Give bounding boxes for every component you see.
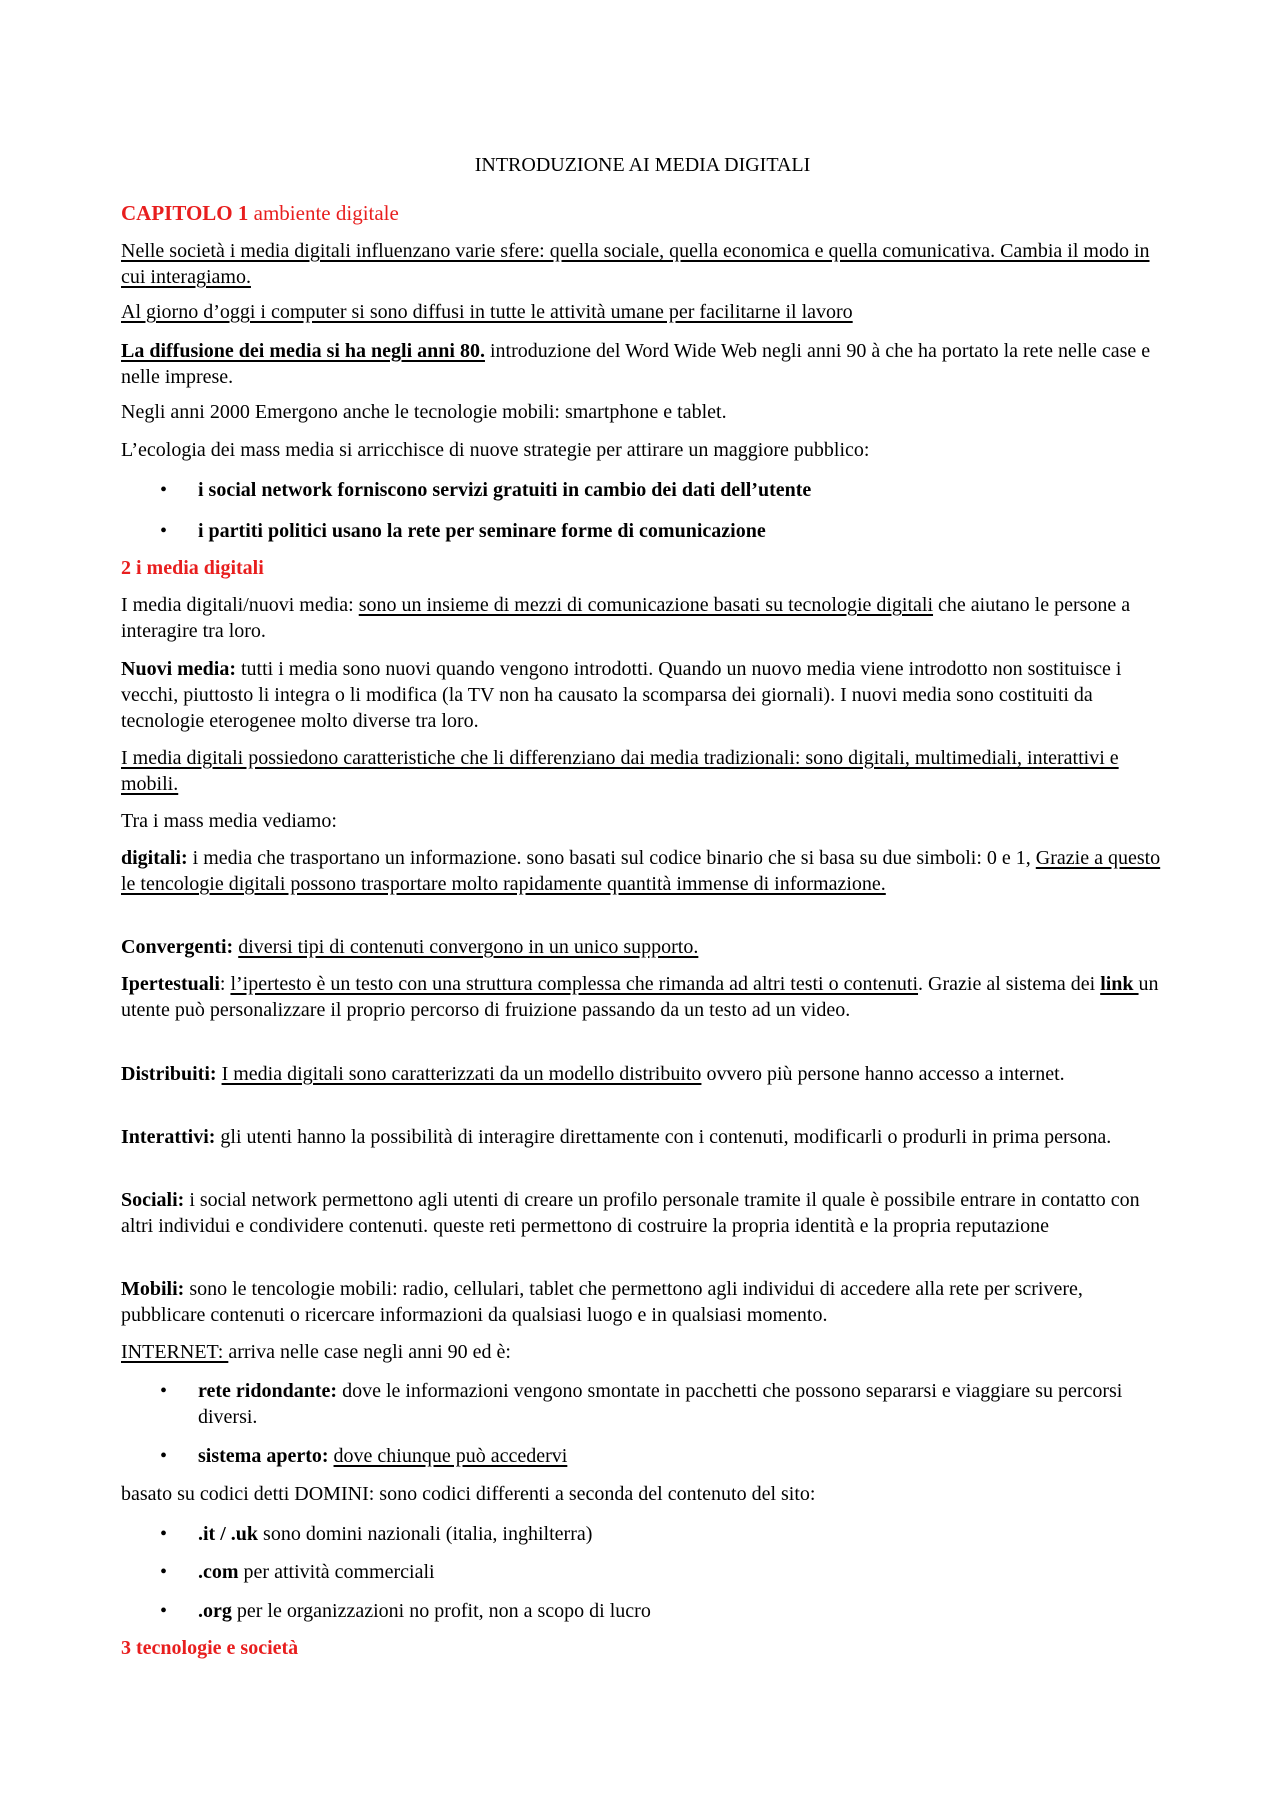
bullet-text bbox=[198, 1521, 1128, 1547]
text-span: arriva nelle case negli anni 90 ed è: bbox=[228, 1341, 511, 1363]
link-term: link bbox=[1100, 973, 1139, 995]
text-span: un utente può personalizzare il proprio percorso di fruizione passando da un testo ad un video. bbox=[121, 973, 1159, 1021]
paragraph-internet bbox=[121, 1339, 1161, 1365]
underlined-span: dove chiunque può accedervi bbox=[333, 1445, 568, 1467]
paragraph-definizione bbox=[121, 592, 1161, 644]
text-span: ovvero più persone hanno accesso a internet. bbox=[701, 1063, 1065, 1085]
text-span: per le organizzazioni no profit, non a scopo di lucro bbox=[231, 1600, 651, 1622]
text-span: . Grazie al sistema dei bbox=[918, 973, 1101, 995]
bold-diffusione: La diffusione dei media si ha negli anni 80. bbox=[121, 340, 485, 362]
paragraph-sociali bbox=[121, 1187, 1161, 1239]
term-label: rete ridondante: bbox=[198, 1380, 338, 1402]
paragraph-mobili bbox=[121, 1276, 1161, 1328]
term-label: Convergenti: bbox=[121, 936, 234, 958]
bullet-icon: • bbox=[160, 1523, 168, 1545]
paragraph-anni-2000: Negli anni 2000 Emergono anche le tecnologie mobili: smartphone e tablet. bbox=[121, 401, 727, 423]
text-span: i media che trasportano un informazione. sono basati sul codice binario che si basa su due simboli: 0 e 1, bbox=[187, 847, 1036, 869]
bullet-text: i partiti politici usano la rete per seminare forme di comunicazione bbox=[198, 520, 766, 542]
chapter-3-heading: 3 tecnologie e società bbox=[121, 1637, 299, 1659]
paragraph-caratteristiche: I media digitali possiedono caratteristiche che li differenziano dai media tradizionali: sono digitali, multimediali, interattivi e mobili. bbox=[121, 747, 1119, 795]
paragraph-digitali bbox=[121, 845, 1161, 897]
paragraph-distribuiti bbox=[121, 1061, 1161, 1087]
term-label: Nuovi media: bbox=[121, 658, 236, 680]
term-label: Sociali: bbox=[121, 1189, 185, 1211]
term-label: .it / .uk bbox=[198, 1523, 259, 1545]
term-label: Interattivi: bbox=[121, 1126, 216, 1148]
term-label: Distribuiti: bbox=[121, 1063, 217, 1085]
chapter-subtitle: ambiente digitale bbox=[253, 201, 399, 225]
underlined-span: sono un insieme di mezzi di comunicazione basati su tecnologie digitali bbox=[358, 594, 934, 616]
text-span: i social network permettono agli utenti di creare un profilo personale tramite il quale è possibile entrare in contatto con altri individui e condividere contenuti. queste reti permettono di costruire la propria identità e la propria reputazione bbox=[121, 1189, 1140, 1237]
chapter-1-heading bbox=[121, 200, 1161, 226]
paragraph-diffusione bbox=[121, 338, 1161, 390]
bullet-icon: • bbox=[160, 1600, 168, 1622]
paragraph-interattivi bbox=[121, 1124, 1161, 1150]
paragraph-nuovi-media bbox=[121, 656, 1161, 734]
paragraph-ecologia: L’ecologia dei mass media si arricchisce di nuove strategie per attirare un maggiore pubblico: bbox=[121, 439, 870, 461]
bullet-text bbox=[198, 1443, 1128, 1469]
paragraph-tra-mass-media: Tra i mass media vediamo: bbox=[121, 810, 337, 832]
paragraph-convergenti bbox=[121, 934, 1161, 960]
term-label: Mobili: bbox=[121, 1278, 185, 1300]
text-span: sono le tencologie mobili: radio, cellulari, tablet che permettono agli individui di accedere alla rete per scrivere, pubblicare contenuti o ricercare informazioni da qualsiasi luogo e in qualsiasi momento. bbox=[121, 1278, 1083, 1326]
bullet-icon: • bbox=[160, 1380, 168, 1402]
text-diffusione: introduzione del Word Wide Web negli anni 90 à che ha portato la rete nelle case e nelle imprese. bbox=[121, 340, 1151, 388]
page-title: INTRODUZIONE AI MEDIA DIGITALI bbox=[474, 154, 811, 176]
text-span: tutti i media sono nuovi quando vengono introdotti. Quando un nuovo media viene introdotto non sostituisce i vecchi, piuttosto li integra o li modifica (la TV non ha causato la scomparsa dei giornali). I nuovi media sono costituiti da tecnologie eterogenee molto diverse tra loro. bbox=[121, 658, 1122, 732]
underlined-span: Grazie a questo le tencologie digitali possono trasportare molto rapidamente quantità immense di informazione. bbox=[121, 847, 1161, 895]
text-span: che aiutano le persone a interagire tra loro. bbox=[121, 594, 1131, 642]
term-label: .org bbox=[198, 1600, 232, 1622]
term-label: .com bbox=[198, 1561, 239, 1583]
text-span: : bbox=[219, 973, 231, 995]
paragraph-ipertestuali bbox=[121, 971, 1161, 1023]
underlined-span: I media digitali sono caratterizzati da un modello distribuito bbox=[221, 1063, 702, 1085]
underlined-span: l’ipertesto è un testo con una struttura complessa che rimanda ad altri testi o contenuti bbox=[230, 973, 919, 995]
bullet-icon: • bbox=[160, 1561, 168, 1583]
bullet-icon: • bbox=[160, 1445, 168, 1467]
text-span: dove le informazioni vengono smontate in pacchetti che possono separarsi e viaggiare su percorsi diversi. bbox=[198, 1380, 1123, 1428]
term-label: Ipertestuali bbox=[121, 973, 220, 995]
term-label: digitali: bbox=[121, 847, 188, 869]
paragraph-domini: basato su codici detti DOMINI: sono codici differenti a seconda del contenuto del sito: bbox=[121, 1483, 816, 1505]
text-span: sono domini nazionali (italia, inghilterra) bbox=[258, 1523, 593, 1545]
text-span: per attività commerciali bbox=[238, 1561, 435, 1583]
chapter-label: CAPITOLO 1 bbox=[121, 201, 249, 225]
underlined-span: INTERNET: bbox=[121, 1341, 229, 1363]
bullet-icon: • bbox=[160, 479, 168, 501]
underlined-span: diversi tipi di contenuti convergono in un unico supporto. bbox=[238, 936, 699, 958]
bullet-icon: • bbox=[160, 520, 168, 542]
term-label: sistema aperto: bbox=[198, 1445, 329, 1467]
paragraph-computer: Al giorno d’oggi i computer si sono diffusi in tutte le attività umane per facilitarne il lavoro bbox=[121, 301, 853, 323]
bullet-text: i social network forniscono servizi gratuiti in cambio dei dati dell’utente bbox=[198, 479, 812, 501]
bullet-text bbox=[198, 1378, 1128, 1430]
text-span: gli utenti hanno la possibilità di interagire direttamente con i contenuti, modificarli o produrli in prima persona. bbox=[215, 1126, 1112, 1148]
paragraph-societa: Nelle società i media digitali influenzano varie sfere: quella sociale, quella economica e quella comunicativa. Cambia il modo in cui interagiamo. bbox=[121, 240, 1150, 288]
bullet-text bbox=[198, 1559, 1128, 1585]
text-span: I media digitali/nuovi media: bbox=[121, 594, 359, 616]
bullet-text bbox=[198, 1598, 1128, 1624]
chapter-2-heading: 2 i media digitali bbox=[121, 557, 264, 579]
